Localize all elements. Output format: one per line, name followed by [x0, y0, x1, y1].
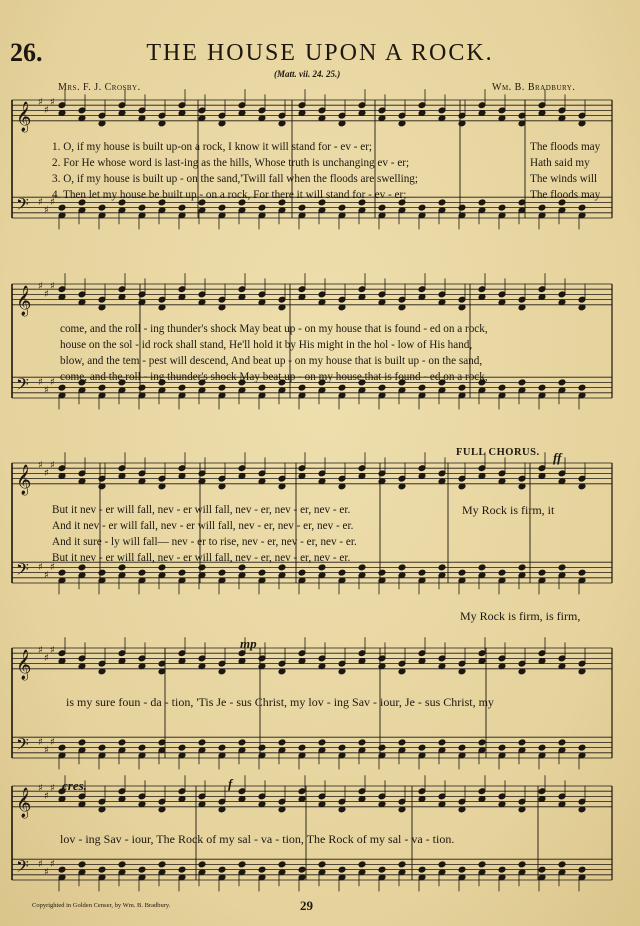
verse-1-end: The floods may [530, 141, 601, 153]
clef-glyph: ♯ [44, 791, 49, 802]
note-head [418, 384, 426, 391]
dynamic-f: f [228, 776, 233, 791]
note-head [518, 379, 526, 386]
note-head [118, 739, 126, 746]
note-head [178, 744, 186, 751]
note-head [398, 861, 406, 868]
note-head [298, 204, 306, 211]
note-head [98, 866, 106, 873]
clef-glyph: 𝄞 [16, 787, 32, 818]
note-head [138, 744, 146, 751]
note-head [378, 204, 386, 211]
note-head [278, 739, 286, 746]
note-head [498, 204, 506, 211]
clef-glyph: ♯ [50, 737, 55, 748]
note-head [358, 564, 366, 571]
dynamic-ff: ff [553, 450, 562, 465]
note-head [498, 744, 506, 751]
lyricist-credit: Mrs. F. J. Crosby. [58, 82, 141, 93]
clef-glyph: ♯ [38, 281, 43, 293]
note-head [578, 866, 586, 873]
clef-glyph: 𝄞 [16, 464, 32, 495]
note-head [258, 204, 266, 211]
note-head [258, 569, 266, 576]
note-head [558, 739, 566, 746]
clef-glyph: ♯ [44, 204, 49, 216]
clef-glyph: ♯ [44, 289, 49, 300]
note-head [198, 564, 206, 571]
clef-glyph: ♯ [50, 645, 55, 657]
verse-4: 4. Then let my house be built up - on a rock, For there it will stand for - ev - er; [52, 189, 407, 201]
clef-glyph: ♯ [44, 744, 49, 756]
note-head [418, 866, 426, 873]
note-head [338, 204, 346, 211]
note-head [538, 744, 546, 751]
clef-glyph: 𝄞 [16, 649, 32, 680]
note-head [258, 384, 266, 391]
note-head [578, 384, 586, 391]
clef-glyph: ♯ [38, 377, 43, 388]
note-head [558, 861, 566, 868]
note-head [298, 744, 306, 751]
verse-2-end: Hath said my [530, 157, 590, 169]
clef-glyph: ♯ [50, 281, 55, 293]
note-head [478, 199, 486, 206]
note-head [98, 569, 106, 576]
note-head [358, 861, 366, 868]
clef-glyph: ♯ [38, 859, 43, 870]
clef-glyph: ♯ [38, 460, 43, 472]
note-head [78, 564, 86, 571]
note-head [98, 384, 106, 391]
note-head [218, 204, 226, 211]
clef-glyph: ♯ [50, 97, 55, 109]
note-head [178, 866, 186, 873]
note-head [418, 744, 426, 751]
scripture-reference: (Matt. vii. 24. 25.) [274, 69, 341, 79]
note-head [378, 569, 386, 576]
note-head [338, 866, 346, 873]
note-head [238, 861, 246, 868]
system3-line-4: But it nev - er will fall, nev - er will fall, nev - er, nev - er, nev - er. [52, 552, 351, 564]
note-head [538, 384, 546, 391]
system2-line-1: come, and the roll - ing thunder's shock May beat up - on my house that is found - ed on a rock, [60, 323, 488, 335]
note-head [58, 744, 66, 751]
clef-glyph: 𝄢 [16, 855, 29, 880]
note-head [378, 384, 386, 391]
note-head [438, 564, 446, 571]
note-head [238, 564, 246, 571]
hymn-title: THE HOUSE UPON A ROCK. [146, 40, 494, 66]
note-head [118, 861, 126, 868]
note-head [298, 384, 306, 391]
system3-line-1: But it nev - er will fall, nev - er will fall, nev - er, nev - er, nev - er. [52, 504, 351, 516]
note-head [218, 384, 226, 391]
clef-glyph: ♯ [38, 645, 43, 657]
note-head [178, 569, 186, 576]
note-head [498, 569, 506, 576]
note-head [58, 384, 66, 391]
verse-2: 2. For He whose word is last-ing as the hills, Whose truth is unchanging ev - er; [52, 157, 410, 169]
note-head [458, 569, 466, 576]
clef-glyph: ♯ [44, 105, 49, 116]
clef-glyph: ♯ [38, 97, 43, 109]
clef-glyph: ♯ [50, 197, 55, 208]
system4-line: is my sure foun - da - tion, 'Tis Je - sus Christ, my lov - ing Sav - iour, Je - sus Christ, my [66, 695, 494, 709]
note-head [318, 861, 326, 868]
note-head [58, 204, 66, 211]
dynamic-cres: cres. [62, 778, 87, 793]
note-head [298, 866, 306, 873]
note-head [538, 569, 546, 576]
note-head [338, 384, 346, 391]
hymn-number: 26. [10, 38, 43, 67]
note-head [338, 569, 346, 576]
clef-glyph: 𝄞 [16, 101, 32, 132]
note-head [418, 569, 426, 576]
composer-credit: Wm. B. Bradbury. [492, 82, 576, 93]
clef-glyph: ♯ [50, 859, 55, 870]
clef-glyph: 𝄢 [16, 733, 29, 758]
clef-glyph: ♯ [50, 562, 55, 573]
note-head [478, 861, 486, 868]
clef-glyph: 𝄞 [16, 285, 32, 316]
note-head [338, 744, 346, 751]
note-head [58, 866, 66, 873]
note-head [558, 379, 566, 386]
note-head [498, 866, 506, 873]
note-head [358, 739, 366, 746]
system3-line-2: And it nev - er will fall, nev - er will fall, nev - er, nev - er, nev - er. [52, 520, 354, 532]
note-head [578, 204, 586, 211]
clef-glyph: ♯ [38, 197, 43, 208]
note-head [458, 204, 466, 211]
note-head [418, 204, 426, 211]
clef-glyph: ♯ [50, 783, 55, 795]
note-head [478, 564, 486, 571]
note-head [518, 861, 526, 868]
note-head [398, 564, 406, 571]
note-head [158, 564, 166, 571]
clef-glyph: ♯ [44, 866, 49, 878]
note-head [458, 866, 466, 873]
note-head [278, 564, 286, 571]
note-head [438, 861, 446, 868]
copyright-notice: Copyrighted in Golden Censer, by Wm. B. Bradbury. [32, 902, 171, 909]
system2-line-3: blow, and the tem - pest will descend, And beat up - on my house that is built up - on the sand, [60, 355, 483, 367]
note-head [118, 564, 126, 571]
note-head [218, 866, 226, 873]
note-head [438, 199, 446, 206]
note-head [458, 744, 466, 751]
clef-glyph: ♯ [44, 384, 49, 396]
page-number: 29 [300, 898, 313, 913]
note-head [78, 739, 86, 746]
clef-glyph: ♯ [38, 562, 43, 573]
note-head [138, 569, 146, 576]
clef-glyph: ♯ [44, 653, 49, 664]
note-head [318, 739, 326, 746]
note-head [538, 866, 546, 873]
note-head [378, 866, 386, 873]
note-head [178, 384, 186, 391]
note-head [518, 739, 526, 746]
clef-glyph: ♯ [44, 569, 49, 581]
clef-glyph: ♯ [50, 377, 55, 388]
note-head [558, 564, 566, 571]
note-head [278, 861, 286, 868]
system2-line-4: come, and the roll - ing thunder's shock May beat up - on my house that is found - ed on a rock, [60, 371, 488, 383]
note-head [398, 739, 406, 746]
note-head [378, 744, 386, 751]
note-head [458, 384, 466, 391]
note-head [578, 744, 586, 751]
clef-glyph: 𝄢 [16, 193, 29, 218]
note-head [198, 739, 206, 746]
note-head [438, 739, 446, 746]
note-head [78, 861, 86, 868]
full-chorus-label: FULL CHORUS. [456, 447, 540, 458]
clef-glyph: ♯ [50, 460, 55, 472]
note-head [98, 744, 106, 751]
note-head [138, 866, 146, 873]
note-head [238, 739, 246, 746]
clef-glyph: 𝄢 [16, 373, 29, 398]
verse-3: 3. O, if my house is built up - on the sand,'Twill fall when the floods are swelling; [52, 173, 419, 185]
note-head [218, 744, 226, 751]
note-head [578, 569, 586, 576]
note-head [198, 861, 206, 868]
system3-line-3: And it sure - ly will fall— nev - er to rise, nev - er, nev - er, nev - er. [52, 536, 357, 548]
clef-glyph: 𝄢 [16, 558, 29, 583]
verse-4-end: The floods may [530, 189, 601, 201]
chorus-soprano-line: My Rock is firm, it [462, 503, 555, 517]
clef-glyph: ♯ [38, 783, 43, 795]
system2-line-2: house on the sol - id rock shall stand, He'll hold it by His might in the hol - low of His hand, [60, 339, 473, 351]
note-head [478, 739, 486, 746]
dynamic-mp: mp [240, 636, 257, 651]
verse-1: 1. O, if my house is built up-on a rock, I know it will stand for - ev - er; [52, 141, 373, 153]
note-head [218, 569, 226, 576]
note-head [58, 569, 66, 576]
note-head [178, 204, 186, 211]
note-head [298, 569, 306, 576]
chorus-bass-line: My Rock is firm, is firm, [460, 609, 581, 623]
note-head [538, 204, 546, 211]
note-head [158, 861, 166, 868]
note-head [138, 204, 146, 211]
note-head [498, 384, 506, 391]
clef-glyph: ♯ [44, 468, 49, 479]
note-head [518, 564, 526, 571]
note-head [258, 866, 266, 873]
system5-line: lov - ing Sav - iour, The Rock of my sal - va - tion, The Rock of my sal - va - tion. [60, 832, 455, 846]
clef-glyph: ♯ [38, 737, 43, 748]
note-head [98, 204, 106, 211]
note-head [138, 384, 146, 391]
verse-3-end: The winds will [530, 173, 598, 185]
note-head [318, 564, 326, 571]
note-head [258, 744, 266, 751]
